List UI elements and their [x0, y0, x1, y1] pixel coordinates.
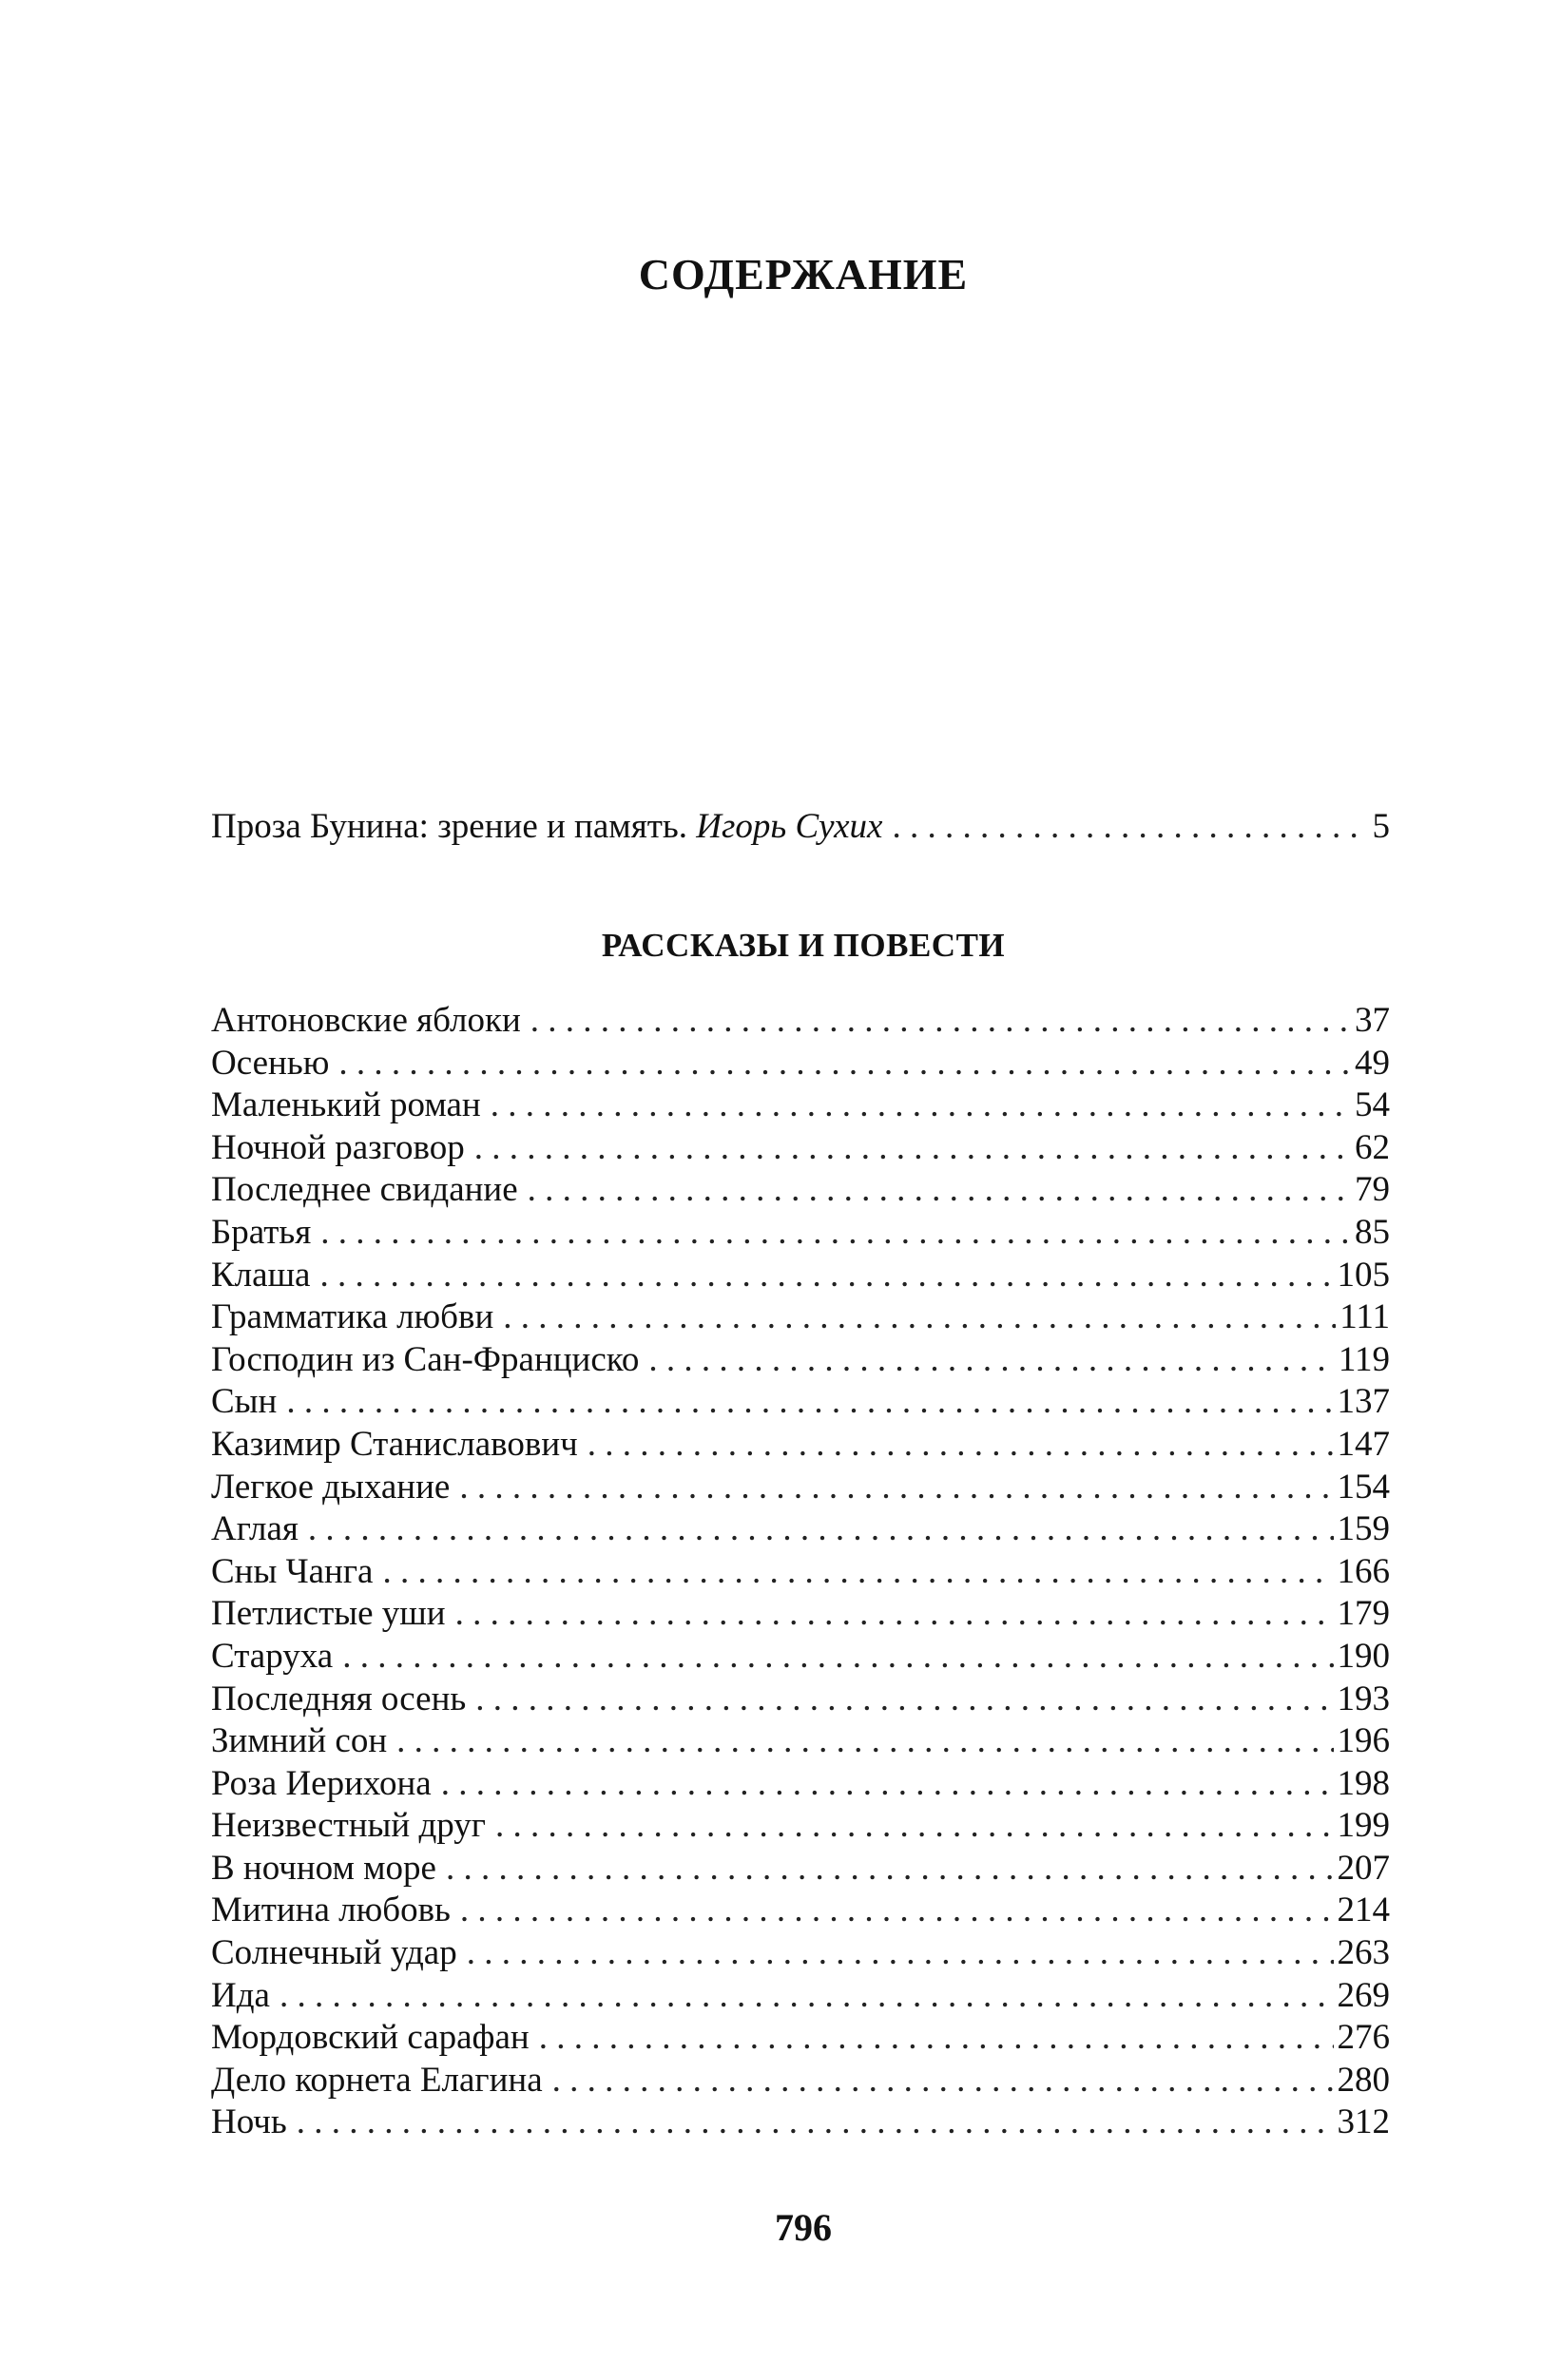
toc-entry — [211, 1043, 1390, 1085]
toc-entry-label: Клаша — [211, 1255, 311, 1295]
dot-leader — [648, 1339, 1335, 1382]
dot-leader — [319, 1255, 1333, 1297]
toc-entry — [211, 1679, 1390, 1721]
toc-entry-label: Митина любовь — [211, 1891, 451, 1930]
toc-entry — [211, 1467, 1390, 1509]
toc-entry-label: Ида — [211, 1975, 270, 2015]
dot-leader — [491, 1084, 1351, 1127]
toc-entry — [211, 1255, 1390, 1297]
toc-entry-page: 193 — [1337, 1679, 1390, 1718]
toc-entry — [211, 1296, 1390, 1339]
dot-leader — [474, 1127, 1351, 1170]
toc-entry-page: 179 — [1337, 1594, 1390, 1634]
toc-entry — [211, 1848, 1390, 1891]
toc-entry-label: Мордовский сарафан — [211, 2018, 530, 2058]
toc-entry — [211, 2060, 1390, 2102]
toc-entry — [211, 1508, 1390, 1551]
toc-entry-page: 111 — [1339, 1297, 1390, 1337]
toc-entry-page: 37 — [1355, 1001, 1390, 1040]
toc-entry-page: 214 — [1337, 1891, 1390, 1930]
toc-entry — [211, 2102, 1390, 2144]
toc-entry-label: Зимний сон — [211, 1721, 388, 1761]
toc-entry — [211, 1593, 1390, 1636]
toc-entry-page: 54 — [1355, 1085, 1390, 1125]
dot-leader — [446, 1848, 1334, 1891]
toc-entry — [211, 2017, 1390, 2060]
toc-entry-label: Ночной разговор — [211, 1127, 465, 1167]
dot-leader — [460, 1890, 1334, 1932]
dot-leader — [467, 1932, 1334, 1975]
toc-entry-page: 119 — [1338, 1339, 1390, 1379]
toc-entry — [211, 1000, 1390, 1043]
dot-leader — [530, 1000, 1351, 1043]
toc-entry-label: Старуха — [211, 1636, 334, 1676]
dot-leader — [441, 1763, 1334, 1806]
toc-entry-label: Дело корнета Елагина — [211, 2060, 543, 2100]
toc-entry — [211, 1636, 1390, 1679]
toc-entry — [211, 1212, 1390, 1255]
toc-entry-page: 79 — [1355, 1170, 1390, 1210]
toc-entry-page: 85 — [1355, 1212, 1390, 1252]
dot-leader — [320, 1212, 1351, 1255]
toc-entry-page: 198 — [1337, 1763, 1390, 1803]
toc-entry — [211, 1127, 1390, 1170]
toc-entry-page: 137 — [1337, 1382, 1390, 1422]
toc-entry-page: 263 — [1337, 1933, 1390, 1973]
page-title: СОДЕРЖАНИЕ — [638, 250, 969, 298]
toc-entry-page: 199 — [1337, 1806, 1390, 1846]
toc-entry-label: Братья — [211, 1212, 312, 1252]
toc-entry — [211, 1381, 1390, 1424]
toc-entry-label — [211, 806, 882, 849]
toc-entry-page: 269 — [1337, 1975, 1390, 2015]
dot-leader — [396, 1720, 1333, 1763]
toc-entry-label: Петлистые уши — [211, 1594, 446, 1634]
toc-entry-label: Легкое дыхание — [211, 1467, 451, 1507]
toc-entry — [211, 1805, 1390, 1848]
dot-leader — [338, 1043, 1351, 1085]
toc-entry-label: Солнечный удар — [211, 1933, 457, 1973]
toc-entry-page: 147 — [1337, 1424, 1390, 1464]
toc-entry-label: Антоновские яблоки — [211, 1001, 521, 1040]
toc-entry — [211, 1424, 1390, 1467]
intro-author: Игорь Сухих — [696, 807, 883, 846]
dot-leader — [308, 1508, 1334, 1551]
toc-entry-page: 154 — [1337, 1467, 1390, 1507]
toc-entry-label: Сын — [211, 1382, 278, 1422]
toc-entry-page: 280 — [1337, 2060, 1390, 2100]
toc-entry — [211, 1084, 1390, 1127]
toc-entry-label: Роза Иерихона — [211, 1763, 432, 1803]
toc-entry-label: Последнее свидание — [211, 1170, 518, 1210]
toc-entry-list — [211, 1000, 1390, 2144]
toc-entry — [211, 1763, 1390, 1806]
dot-leader — [297, 2102, 1334, 2144]
toc-entry — [211, 1932, 1390, 1975]
toc-entry-label: Грамматика любви — [211, 1297, 494, 1337]
toc-entry-label: В ночном море — [211, 1848, 436, 1888]
toc-entry-label: Казимир Станиславович — [211, 1424, 578, 1464]
toc-entry — [211, 1339, 1390, 1382]
toc-entry-label: Последняя осень — [211, 1679, 467, 1718]
toc-entry — [211, 1551, 1390, 1594]
toc-entry-page: 312 — [1337, 2102, 1390, 2142]
toc-entry-page: 196 — [1337, 1721, 1390, 1761]
toc-entry-page: 49 — [1355, 1043, 1390, 1083]
dot-leader — [528, 1169, 1351, 1212]
dot-leader — [382, 1551, 1333, 1594]
toc-entry — [211, 1720, 1390, 1763]
toc-entry-intro — [211, 806, 1390, 849]
dot-leader — [495, 1805, 1334, 1848]
toc-entry-label: Неизвестный друг — [211, 1806, 486, 1846]
dot-leader — [539, 2017, 1334, 2060]
dot-leader — [475, 1679, 1333, 1721]
dot-leader — [286, 1381, 1333, 1424]
toc-entry-label: Ночь — [211, 2102, 287, 2142]
dot-leader — [892, 806, 1368, 849]
dot-leader — [503, 1296, 1336, 1339]
section-heading: РАССКАЗЫ И ПОВЕСТИ — [601, 927, 1006, 964]
dot-leader — [459, 1467, 1333, 1509]
toc-entry-label: Маленький роман — [211, 1085, 481, 1125]
toc-entry-label: Сны Чанга — [211, 1551, 374, 1591]
dot-leader — [279, 1975, 1334, 2018]
toc-entry-label: Господин из Сан-Франциско — [211, 1339, 640, 1379]
dot-leader — [588, 1424, 1334, 1467]
dot-leader — [552, 2060, 1334, 2102]
toc-entry-page: 5 — [1372, 807, 1390, 846]
toc-entry-page: 105 — [1337, 1255, 1390, 1295]
toc-entry-label: Аглая — [211, 1509, 299, 1549]
toc-entry — [211, 1975, 1390, 2018]
toc-entry-page: 166 — [1337, 1551, 1390, 1591]
toc-entry-page: 62 — [1355, 1127, 1390, 1167]
toc-entry-page: 276 — [1337, 2018, 1390, 2058]
toc-entry-label: Осенью — [211, 1043, 330, 1083]
dot-leader — [455, 1593, 1334, 1636]
intro-title: Проза Бунина: зрение и память. — [211, 807, 687, 846]
dot-leader — [342, 1636, 1333, 1679]
toc-entry-page: 207 — [1337, 1848, 1390, 1888]
page-number: 796 — [775, 2206, 832, 2249]
toc-entry-page: 190 — [1337, 1636, 1390, 1676]
toc-entry-page: 159 — [1337, 1509, 1390, 1549]
toc-entry — [211, 1890, 1390, 1932]
toc-entry — [211, 1169, 1390, 1212]
